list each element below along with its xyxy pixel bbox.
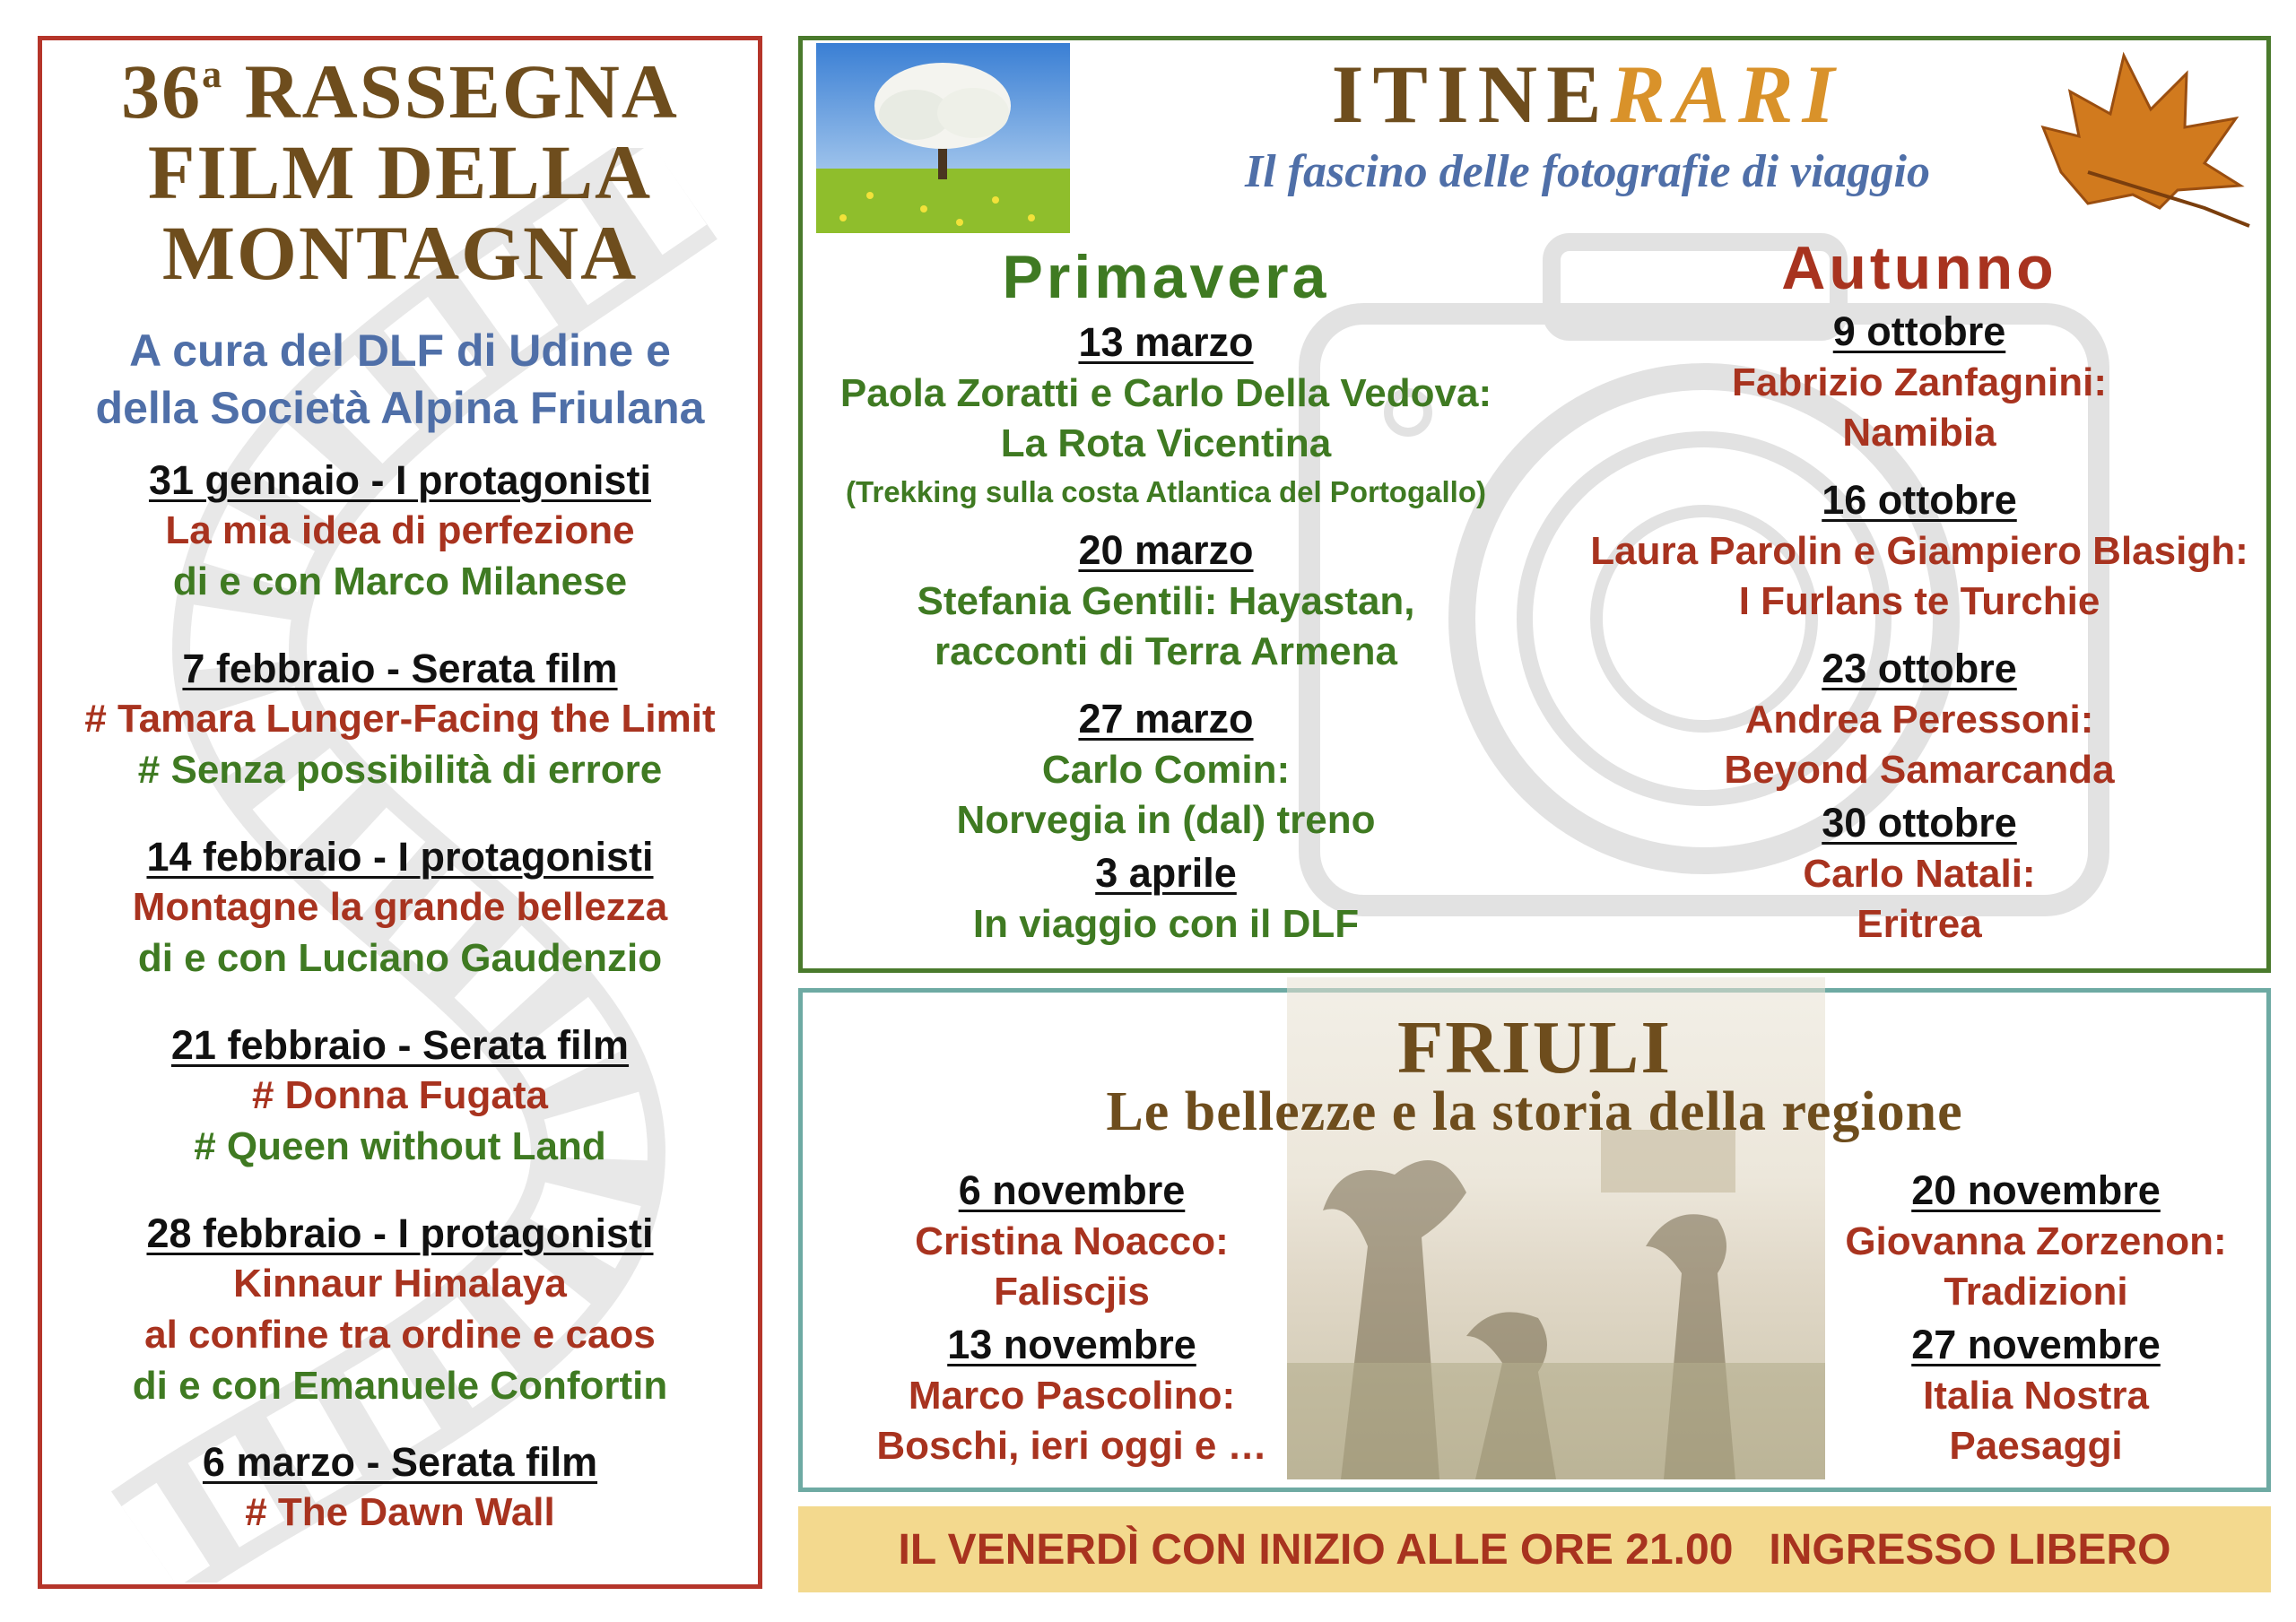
footer-schedule-text: IL VENERDÌ CON INIZIO ALLE ORE 21.00 bbox=[898, 1525, 1734, 1574]
friuli-date: 27 novembre bbox=[1911, 1322, 2161, 1367]
festival-title-line2: FILM DELLA bbox=[147, 129, 653, 215]
autunno-event-text: Beyond Samarcanda bbox=[1724, 748, 2115, 792]
friuli-event-text: Marco Pascolino: bbox=[908, 1374, 1236, 1418]
primavera-event-text: La Rota Vicentina bbox=[1000, 421, 1332, 465]
primavera-date: 13 marzo bbox=[1078, 319, 1254, 365]
festival-title-line3: MONTAGNA bbox=[161, 210, 639, 296]
festival-event-text: # Donna Fugata bbox=[251, 1073, 549, 1117]
autumn-leaf-icon bbox=[2025, 38, 2269, 235]
friuli-event-text: Paesaggi bbox=[1949, 1424, 2123, 1468]
friuli-event-text: Giovanna Zorzenon: bbox=[1845, 1219, 2227, 1263]
primavera-event-text: Carlo Comin: bbox=[1041, 748, 1291, 792]
friuli-title: FRIULI bbox=[1396, 1006, 1673, 1089]
festival-event-date: 21 febbraio - Serata film bbox=[170, 1022, 630, 1068]
autunno-heading: Autunno bbox=[1781, 234, 2057, 302]
spring-tree-image bbox=[816, 43, 1070, 233]
friuli-event-text: Italia Nostra bbox=[1923, 1374, 2149, 1418]
footer-banner bbox=[798, 1506, 2271, 1592]
autunno-event-text: Namibia bbox=[1842, 411, 1996, 455]
autunno-date: 30 ottobre bbox=[1822, 800, 2017, 846]
festival-event-date: 14 febbraio - I protagonisti bbox=[146, 834, 654, 880]
festival-event-text: al confine tra ordine e caos bbox=[144, 1313, 656, 1357]
friuli-date: 6 novembre bbox=[958, 1167, 1186, 1213]
autunno-event-text: Carlo Natali: bbox=[1803, 852, 2036, 896]
festival-event-date: 28 febbraio - I protagonisti bbox=[146, 1210, 654, 1256]
autunno-event-text: Laura Parolin e Giampiero Blasigh: bbox=[1590, 529, 2248, 573]
festival-event-date: 7 febbraio - Serata film bbox=[182, 646, 618, 691]
festival-event-text: di e con Emanuele Confortin bbox=[132, 1364, 668, 1408]
festival-event-text: # Senza possibilità di errore bbox=[137, 748, 663, 792]
festival-event-text: # Queen without Land bbox=[194, 1124, 606, 1168]
primavera-event-text: Paola Zoratti e Carlo Della Vedova: bbox=[839, 371, 1492, 415]
primavera-date: 3 aprile bbox=[1095, 850, 1237, 896]
festival-subtitle-line2: della Società Alpina Friulana bbox=[95, 383, 705, 433]
primavera-date: 20 marzo bbox=[1078, 527, 1254, 573]
primavera-event-text: Stefania Gentili: Hayastan, bbox=[917, 579, 1415, 623]
autunno-event-text: Fabrizio Zanfagnini: bbox=[1732, 360, 2107, 404]
festival-event-date: 31 gennaio - I protagonisti bbox=[148, 457, 652, 503]
primavera-event-text: In viaggio con il DLF bbox=[972, 902, 1360, 946]
friuli-event-text: Tradizioni bbox=[1944, 1270, 2128, 1314]
festival-title-line1: 36$^a$ RASSEGNA bbox=[121, 48, 679, 134]
festival-event-text: Kinnaur Himalaya bbox=[233, 1262, 567, 1305]
festival-event-text: Montagne la grande bellezza bbox=[132, 885, 668, 929]
primavera-event-text: Norvegia in (dal) treno bbox=[956, 798, 1376, 842]
autunno-date: 9 ottobre bbox=[1832, 308, 2006, 354]
friuli-event-text: Cristina Noacco: bbox=[915, 1219, 1229, 1263]
primavera-date: 27 marzo bbox=[1078, 696, 1254, 742]
festival-event-text: di e con Luciano Gaudenzio bbox=[137, 936, 663, 980]
primavera-heading: Primavera bbox=[1002, 243, 1330, 311]
primavera-event-text: racconti di Terra Armena bbox=[935, 629, 1397, 673]
autunno-event-text: Andrea Peressoni: bbox=[1744, 698, 2094, 742]
festival-event-date: 6 marzo - Serata film bbox=[202, 1439, 598, 1485]
festival-subtitle-line1: A cura del DLF di Udine e bbox=[129, 325, 671, 376]
friuli-date: 20 novembre bbox=[1911, 1167, 2161, 1213]
autunno-date: 16 ottobre bbox=[1822, 477, 2017, 523]
festival-event-text: # The Dawn Wall bbox=[245, 1490, 555, 1534]
friuli-event-text: Faliscjis bbox=[994, 1270, 1150, 1314]
festival-event-text: La mia idea di perfezione bbox=[165, 508, 635, 552]
itinerari-title: ITINERARI bbox=[1331, 48, 1844, 140]
autunno-event-text: Eritrea bbox=[1857, 902, 1982, 946]
friuli-subtitle: Le bellezze e la storia della regione bbox=[1106, 1081, 1963, 1142]
autunno-date: 23 ottobre bbox=[1822, 646, 2017, 691]
friuli-date: 13 novembre bbox=[947, 1322, 1196, 1367]
primavera-event-note: (Trekking sulla costa Atlantica del Portogallo) bbox=[846, 475, 1486, 508]
autunno-event-text: I Furlans te Turchie bbox=[1738, 579, 2100, 623]
friuli-event-text: Boschi, ieri oggi e … bbox=[876, 1424, 1267, 1468]
footer-entry-text: INGRESSO LIBERO bbox=[1769, 1525, 2171, 1574]
festival-event-text: di e con Marco Milanese bbox=[172, 559, 628, 603]
itinerari-subtitle: Il fascino delle fotografie di viaggio bbox=[1244, 146, 1930, 197]
festival-event-text: # Tamara Lunger-Facing the Limit bbox=[84, 697, 716, 741]
